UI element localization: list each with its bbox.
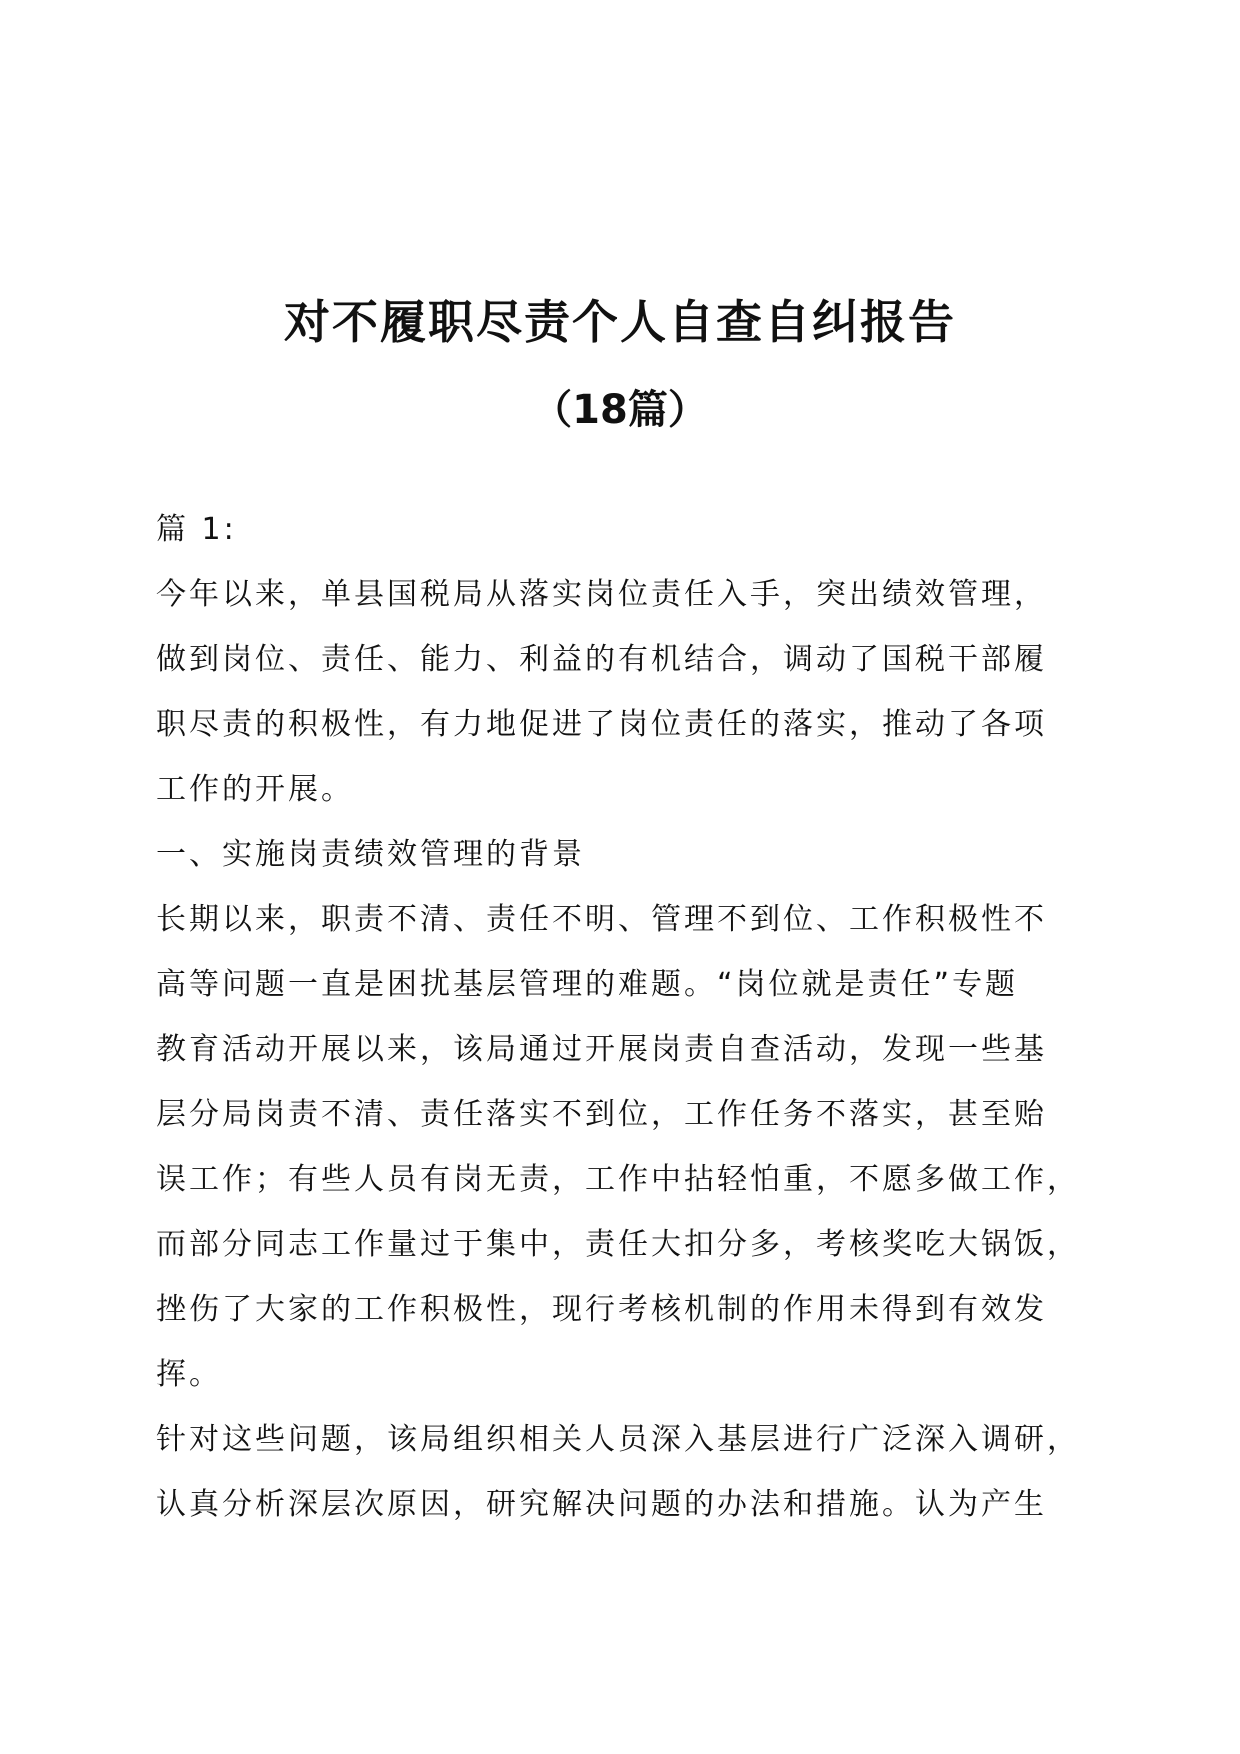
paragraph-line: 层分局岗责不清、责任落实不到位，工作任务不落实，甚至贻 (156, 1097, 1047, 1132)
paragraph-line: 长期以来，职责不清、责任不明、管理不到位、工作积极性不 (156, 902, 1047, 937)
paragraph-line: 做到岗位、责任、能力、利益的有机结合，调动了国税干部履 (156, 642, 1047, 677)
paragraph-line: 挫伤了大家的工作积极性，现行考核机制的作用未得到有效发 (156, 1292, 1047, 1327)
paragraph-line: 今年以来，单县国税局从落实岗位责任入手，突出绩效管理， (156, 577, 1047, 612)
paragraph-line: 认真分析深层次原因，研究解决问题的办法和措施。认为产生 (156, 1487, 1047, 1522)
paragraph-line: 挥。 (156, 1357, 222, 1392)
document-title: 对不履职尽责个人自查自纠报告 (284, 295, 956, 349)
document-body (156, 497, 1086, 1537)
paragraph-line: 工作的开展。 (156, 772, 354, 807)
paragraph-line: 而部分同志工作量过于集中，责任大扣分多，考核奖吃大锅饭， (156, 1227, 1080, 1262)
paragraph-line: 职尽责的积极性，有力地促进了岗位责任的落实，推动了各项 (156, 707, 1047, 742)
paragraph-line: 教育活动开展以来，该局通过开展岗责自查活动，发现一些基 (156, 1032, 1047, 1067)
paragraph-line: 高等问题一直是困扰基层管理的难题。“岗位就是责任”专题 (156, 967, 1019, 1002)
document-subtitle: （18篇） (532, 387, 708, 433)
section-label: 篇 1: (156, 512, 237, 547)
paragraph-line: 针对这些问题，该局组织相关人员深入基层进行广泛深入调研， (156, 1422, 1080, 1457)
section-heading: 一、实施岗责绩效管理的背景 (156, 837, 585, 872)
paragraph-line: 误工作；有些人员有岗无责，工作中拈轻怕重，不愿多做工作， (156, 1162, 1080, 1197)
